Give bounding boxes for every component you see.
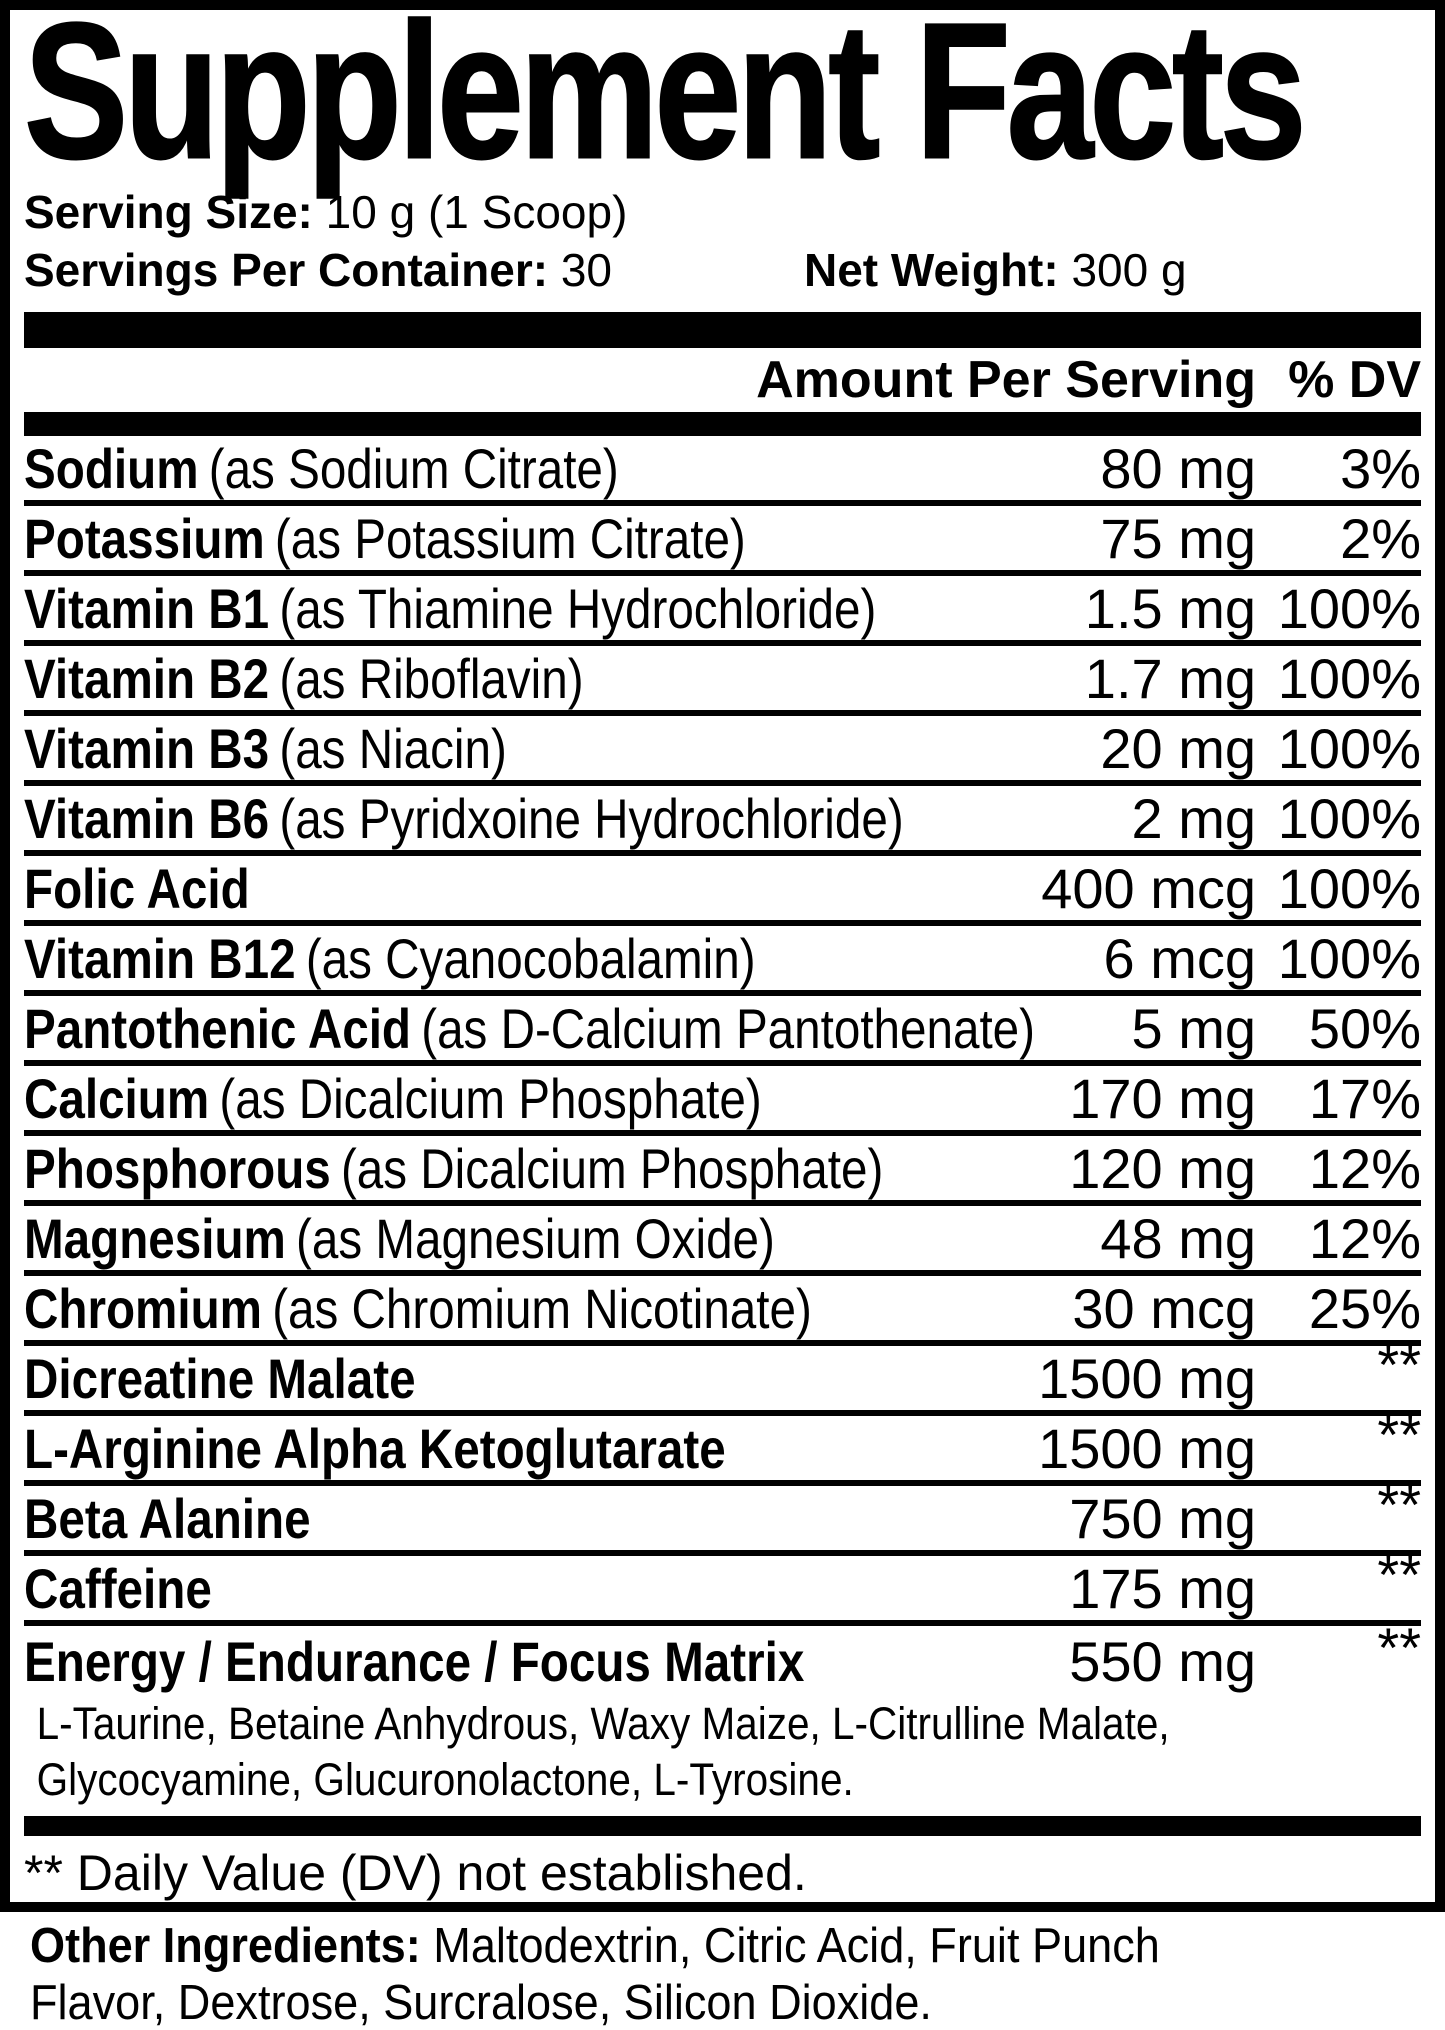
nutrient-desc: (as Riboflavin) <box>279 646 584 710</box>
amount-cell <box>1071 1629 1256 1694</box>
dv-cell <box>1256 1066 1421 1131</box>
nutrient-desc: (as Thiamine Hydrochloride) <box>279 576 877 640</box>
amount-value: 5 mg <box>1131 996 1256 1060</box>
nutrient-name: Magnesium <box>24 1206 286 1270</box>
nutrient-cell <box>24 1136 914 1201</box>
dv-cell <box>1256 436 1421 501</box>
dv-value: 100% <box>1277 646 1421 710</box>
dv-cell <box>1256 856 1421 921</box>
amount-value: 2 mg <box>1131 786 1256 850</box>
other-ingredients-line2: Flavor, Dextrose, Surcralose, Silicon Dioxide. <box>30 1976 932 2030</box>
nutrient-cell <box>24 1629 914 1694</box>
servings-per-container-value: 30 <box>560 244 612 296</box>
amount-value: 30 mcg <box>1072 1276 1256 1340</box>
dv-value: 100% <box>1277 576 1421 640</box>
table-row <box>24 436 1421 506</box>
amount-value: 400 mcg <box>1041 856 1256 920</box>
amount-value: 80 mg <box>1100 436 1256 500</box>
dv-value: 100% <box>1277 716 1421 780</box>
amount-value: 20 mg <box>1100 716 1256 780</box>
table-row <box>24 1332 1421 1416</box>
nutrient-cell <box>24 926 914 991</box>
amount-value: 1500 mg <box>1038 1416 1256 1480</box>
servings-per-container-label: Servings Per Container: <box>24 244 549 296</box>
nutrient-cell <box>24 716 914 781</box>
dv-value: 50% <box>1308 996 1421 1060</box>
net-weight <box>804 244 1187 296</box>
nutrient-name: Vitamin B3 <box>24 716 270 780</box>
other-ingredients-line1 <box>30 1919 1304 1973</box>
dv-cell <box>1256 506 1421 571</box>
dv-value: 100% <box>1277 856 1421 920</box>
table-row <box>24 786 1421 856</box>
nutrient-desc: (as Niacin) <box>279 716 507 780</box>
amount-cell <box>1071 506 1256 571</box>
nutrient-desc: (as Cyanocobalamin) <box>305 926 756 990</box>
panel-title: Supplement Facts <box>24 0 1303 200</box>
other-ingredients-text1: Maltodextrin, Citric Acid, Fruit Punch <box>433 1919 1160 1973</box>
matrix-ingredients-line2: Glycocyamine, Glucuronolactone, L-Tyrosine. <box>36 1754 854 1805</box>
dv-value: 100% <box>1277 926 1421 990</box>
nutrient-cell <box>24 1066 914 1131</box>
table-row <box>24 1206 1421 1276</box>
amount-value: 120 mg <box>1069 1136 1256 1200</box>
table-row <box>24 646 1421 716</box>
amount-value: 48 mg <box>1100 1206 1256 1270</box>
amount-value: 6 mcg <box>1103 926 1256 990</box>
nutrient-name: Vitamin B1 <box>24 576 270 640</box>
amount-cell <box>1071 1276 1256 1341</box>
amount-cell <box>1071 1486 1256 1551</box>
amount-value: 750 mg <box>1069 1486 1256 1550</box>
serving-size-label: Serving Size: <box>24 186 313 238</box>
dv-value: ** <box>1377 1542 1421 1606</box>
nutrient-cell <box>24 1206 914 1271</box>
amount-cell <box>1071 716 1256 781</box>
matrix-ingredients <box>24 1696 1281 1808</box>
amount-cell <box>1071 646 1256 711</box>
nutrient-name: Potassium <box>24 506 265 570</box>
dv-cell <box>1256 996 1421 1061</box>
dv-footnote: ** Daily Value (DV) not established. <box>24 1845 807 1901</box>
nutrient-desc: (as Sodium Citrate) <box>208 436 619 500</box>
nutrient-cell <box>24 1416 914 1481</box>
matrix-ingredients-line1: L-Taurine, Betaine Anhydrous, Waxy Maize, L-Citrulline Malate, <box>36 1698 1170 1749</box>
percent-dv-header: % DV <box>1288 351 1421 409</box>
amount-value: 550 mg <box>1069 1629 1256 1693</box>
dv-value: 25% <box>1308 1276 1421 1340</box>
amount-cell <box>1071 576 1256 641</box>
net-weight-label: Net Weight: <box>804 244 1059 296</box>
amount-value: 1.7 mg <box>1084 646 1256 710</box>
amount-cell <box>1071 1206 1256 1271</box>
nutrient-cell <box>24 1346 914 1411</box>
dv-value: 12% <box>1308 1206 1421 1270</box>
facts-table <box>24 436 1421 1696</box>
amount-value: 175 mg <box>1069 1556 1256 1620</box>
nutrient-name: Vitamin B12 <box>24 926 296 990</box>
nutrient-cell <box>24 856 914 921</box>
table-row <box>24 856 1421 926</box>
table-row <box>24 576 1421 646</box>
nutrient-desc: (as Chromium Nicotinate) <box>272 1276 812 1340</box>
nutrient-name: Dicreatine Malate <box>24 1346 416 1410</box>
dv-value: 12% <box>1308 1136 1421 1200</box>
other-ingredients-label: Other Ingredients: <box>30 1919 421 1973</box>
amount-cell <box>1071 786 1256 851</box>
table-row <box>24 1542 1421 1626</box>
dv-value: 3% <box>1340 436 1421 500</box>
nutrient-name: Beta Alanine <box>24 1486 311 1550</box>
dv-cell <box>1256 786 1421 851</box>
dv-cell <box>1256 576 1421 641</box>
nutrient-name: Vitamin B6 <box>24 786 270 850</box>
nutrient-cell <box>24 1276 914 1341</box>
table-row <box>24 506 1421 576</box>
divider-thick-header <box>24 412 1421 436</box>
dv-cell <box>1256 646 1421 711</box>
amount-cell <box>1071 996 1256 1061</box>
amount-cell <box>1071 1556 1256 1621</box>
table-row <box>24 996 1421 1066</box>
other-ingredients <box>0 1919 1445 2030</box>
nutrient-cell <box>24 576 914 641</box>
serving-size-value: 10 g (1 Scoop) <box>325 186 628 238</box>
nutrient-name: Calcium <box>24 1066 210 1130</box>
dv-value: ** <box>1377 1472 1421 1536</box>
nutrient-desc: (as Pyridxoine Hydrochloride) <box>279 786 904 850</box>
nutrient-desc: (as Dicalcium Phosphate) <box>340 1136 884 1200</box>
column-header-row <box>24 348 1421 412</box>
nutrient-cell <box>24 1486 914 1551</box>
nutrient-name: Phosphorous <box>24 1136 331 1200</box>
nutrient-desc: (as D-Calcium Pantothenate) <box>421 996 1035 1060</box>
amount-cell <box>1071 1136 1256 1201</box>
amount-value: 75 mg <box>1100 506 1256 570</box>
table-row <box>24 1402 1421 1486</box>
amount-cell <box>1038 1346 1256 1411</box>
nutrient-cell <box>24 646 914 711</box>
amount-value: 170 mg <box>1069 1066 1256 1130</box>
nutrient-desc: (as Dicalcium Phosphate) <box>219 1066 762 1130</box>
divider-thick-bottom <box>24 1816 1421 1836</box>
amount-cell <box>1041 856 1256 921</box>
dv-value: 100% <box>1277 786 1421 850</box>
nutrient-cell <box>24 786 914 851</box>
amount-cell <box>1071 436 1256 501</box>
nutrient-cell <box>24 506 914 571</box>
table-row <box>24 1472 1421 1556</box>
nutrient-name: Sodium <box>24 436 199 500</box>
nutrient-cell <box>24 436 914 501</box>
nutrient-name: Energy / Endurance / Focus Matrix <box>24 1629 805 1693</box>
net-weight-value: 300 g <box>1071 244 1187 296</box>
dv-value: 17% <box>1308 1066 1421 1130</box>
table-row <box>24 1136 1421 1206</box>
amount-value: 1500 mg <box>1038 1346 1256 1410</box>
nutrient-cell <box>24 1556 914 1621</box>
nutrient-name: Caffeine <box>24 1556 212 1620</box>
table-row <box>24 1066 1421 1136</box>
table-row <box>24 1615 1421 1696</box>
dv-value: ** <box>1377 1615 1421 1679</box>
servings-line <box>24 244 1421 296</box>
dv-cell <box>1256 1542 1421 1621</box>
nutrient-name: Chromium <box>24 1276 262 1340</box>
nutrient-desc: (as Magnesium Oxide) <box>296 1206 775 1270</box>
dv-cell <box>1256 1206 1421 1271</box>
nutrient-name: Folic Acid <box>24 856 250 920</box>
nutrient-name: L-Arginine Alpha Ketoglutarate <box>24 1416 726 1480</box>
dv-value: 2% <box>1340 506 1421 570</box>
dv-cell <box>1256 926 1421 991</box>
dv-value: ** <box>1377 1402 1421 1466</box>
nutrient-desc: (as Potassium Citrate) <box>274 506 746 570</box>
dv-cell <box>1256 1136 1421 1201</box>
table-row <box>24 1276 1421 1346</box>
dv-cell <box>1256 716 1421 781</box>
nutrient-cell <box>24 996 1035 1061</box>
divider-thick-top <box>24 312 1421 348</box>
amount-value: 1.5 mg <box>1084 576 1256 640</box>
table-row <box>24 716 1421 786</box>
amount-cell <box>1038 1416 1256 1481</box>
nutrient-name: Pantothenic Acid <box>24 996 412 1060</box>
table-row <box>24 926 1421 996</box>
nutrient-name: Vitamin B2 <box>24 646 270 710</box>
amount-cell <box>1071 1066 1256 1131</box>
amount-per-serving-header: Amount Per Serving <box>756 351 1256 409</box>
dv-value: ** <box>1377 1332 1421 1396</box>
dv-cell <box>1256 1615 1421 1694</box>
amount-cell <box>1071 926 1256 991</box>
